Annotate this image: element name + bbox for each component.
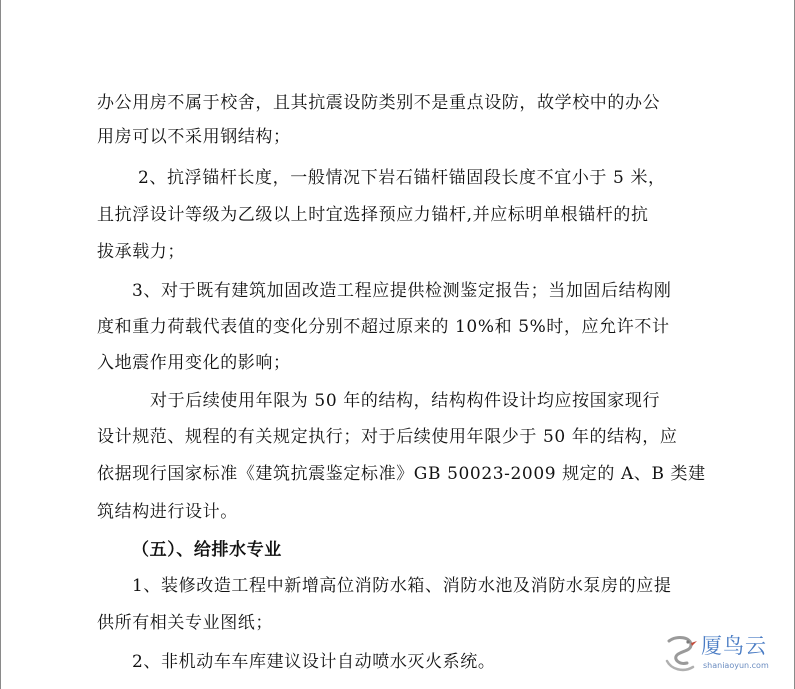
paragraph-line: 拔承载力； [97, 242, 185, 262]
watermark-title: 厦鸟云 [701, 634, 767, 658]
bird-logo-icon [661, 631, 701, 675]
paragraph-line: 入地震作用变化的影响； [97, 353, 291, 373]
paragraph-line: 2、抗浮锚杆长度，一般情况下岩石锚杆锚固段长度不宜小于 5 米， [138, 168, 666, 188]
paragraph-line: 2、非机动车车库建议设计自动喷水灭火系统。 [132, 652, 496, 672]
paragraph-line: 设计规范、规程的有关规定执行；对于后续使用年限少于 50 年的结构，应 [97, 427, 678, 447]
section-heading: （五）、给排水专业 [132, 540, 282, 560]
watermark [661, 631, 781, 681]
paragraph-line: 用房可以不采用钢结构； [97, 127, 291, 147]
paragraph-line: 度和重力荷载代表值的变化分别不超过原来的 10%和 5%时，应允许不计 [97, 317, 670, 337]
paragraph-line: 依据现行国家标准《建筑抗震鉴定标准》GB 50023-2009 规定的 A、B 类建 [97, 464, 706, 484]
paragraph-line: 供所有相关专业图纸； [97, 613, 273, 633]
paragraph-line: 办公用房不属于校舍，且其抗震设防类别不是重点设防，故学校中的办公 [97, 93, 661, 113]
paragraph-line: 且抗浮设计等级为乙级以上时宜选择预应力锚杆,并应标明单根锚杆的抗 [97, 205, 649, 225]
paragraph-line: 筑结构进行设计。 [97, 502, 238, 522]
paragraph-line: 3、对于既有建筑加固改造工程应提供检测鉴定报告；当加固后结构刚 [132, 281, 672, 301]
paragraph-line: 1、装修改造工程中新增高位消防水箱、消防水池及消防水泵房的应提 [132, 576, 672, 596]
watermark-subtitle: shaniaoyun.com [703, 661, 769, 670]
paragraph-line: 对于后续使用年限为 50 年的结构，结构构件设计均应按国家现行 [150, 391, 661, 411]
